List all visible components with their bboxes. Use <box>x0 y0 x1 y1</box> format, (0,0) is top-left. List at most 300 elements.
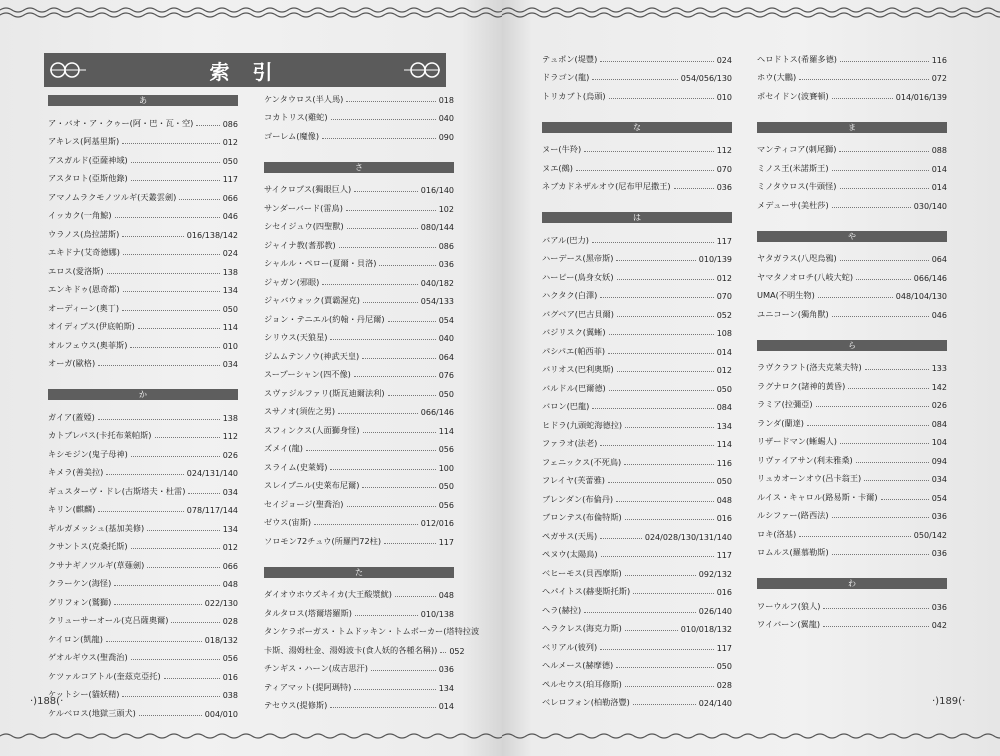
index-entry <box>264 656 454 675</box>
index-entry <box>542 505 732 524</box>
dot-leader <box>322 284 417 285</box>
index-entry <box>542 46 732 65</box>
dot-leader <box>823 608 928 609</box>
section-gap <box>757 211 947 231</box>
entry-page: 050 <box>222 156 238 166</box>
entry-name: タルタロス(塔爾塔羅斯) <box>264 607 352 618</box>
dot-leader <box>617 371 714 372</box>
entry-name: ヌー(牛羚) <box>542 144 582 154</box>
dot-leader <box>196 125 219 126</box>
index-entry <box>542 174 732 193</box>
entry-page: 056 <box>222 654 238 663</box>
entry-name: ルシファー(路西法) <box>757 510 829 520</box>
index-entry <box>48 147 238 166</box>
index-entry <box>48 110 238 129</box>
dot-leader <box>98 511 183 512</box>
index-title-bar <box>44 53 446 87</box>
entry-name: バグベア(巴古貝爾) <box>542 308 614 319</box>
index-entry <box>542 375 732 394</box>
entry-name: ラミア(拉彌亞) <box>757 399 813 409</box>
entry-name: チンギス・ハーン(成吉思汗) <box>264 663 368 673</box>
entry-page: 012 <box>222 543 238 552</box>
index-entry <box>542 486 732 505</box>
entry-name: キメラ(善美拉) <box>48 467 104 477</box>
dot-leader <box>832 98 893 99</box>
entry-name: ブレンダン(布倫丹) <box>542 493 614 504</box>
index-entry <box>542 468 732 487</box>
index-entry <box>264 399 454 418</box>
entry-name: サンダーバード(雷鳥) <box>264 202 343 213</box>
entry-page: 054/056/130 <box>680 74 732 83</box>
section-header: は <box>542 212 732 223</box>
dot-leader <box>388 395 436 396</box>
entry-page: 014 <box>931 183 947 192</box>
index-entry <box>264 214 454 233</box>
entry-page: 066/146 <box>913 273 947 283</box>
entry-page: 034 <box>222 360 238 369</box>
dot-leader <box>331 119 436 120</box>
index-entry <box>542 394 732 413</box>
dot-leader <box>600 61 713 62</box>
entry-page: 048 <box>438 591 454 600</box>
dot-leader <box>440 652 446 653</box>
index-column-2 <box>264 86 480 711</box>
dot-leader <box>131 456 220 457</box>
index-entry <box>757 264 947 283</box>
dot-leader <box>617 316 714 317</box>
dot-leader <box>609 334 714 335</box>
entry-name: ケルベロス(地獄三頭犬) <box>48 707 136 718</box>
entry-page: 048/104/130 <box>895 292 947 301</box>
entry-name: バアル(巴力) <box>542 234 589 245</box>
dot-leader <box>371 670 436 671</box>
entry-page: 016 <box>716 514 732 523</box>
entry-page: 016/140 <box>420 186 454 195</box>
entry-name: ヘラ(赫拉) <box>542 604 582 615</box>
entry-name: アキレス(阿基里斯) <box>48 136 120 146</box>
dot-leader <box>106 474 183 475</box>
entry-page: 036 <box>931 602 947 612</box>
entry-name: ランダ(蘭達) <box>757 417 804 428</box>
section-gap <box>264 547 454 567</box>
entry-name: ゴーレム(魔像) <box>264 130 320 141</box>
dot-leader <box>674 188 714 189</box>
entry-name: ヤタガラス(八咫烏鴉) <box>757 253 837 263</box>
index-entry <box>48 571 238 590</box>
dot-leader <box>592 408 713 409</box>
dot-leader <box>839 151 928 152</box>
dot-leader <box>865 369 929 370</box>
index-column-1 <box>48 95 238 719</box>
dot-leader <box>617 279 714 280</box>
entry-name: ヘパイトス(赫斐斯托斯) <box>542 586 631 596</box>
entry-page: 012 <box>716 366 732 375</box>
entry-page: 117 <box>716 236 732 246</box>
entry-name: ベヒーモス(貝西摩斯) <box>542 567 622 578</box>
index-entry <box>48 552 238 571</box>
entry-name: スサノオ(須佐之男) <box>264 406 336 416</box>
dot-leader <box>609 98 714 99</box>
dot-leader <box>139 715 202 716</box>
entry-page: 036 <box>438 260 454 269</box>
dot-leader <box>355 615 418 616</box>
entry-name: ワイバーン(翼龍) <box>757 619 821 629</box>
index-entry <box>542 616 732 635</box>
entry-name: テセウス(提修斯) <box>264 700 328 710</box>
entry-page: 117 <box>716 551 732 560</box>
dot-leader <box>122 236 183 237</box>
entry-name: 卡斯、湯姆杜金、湯姆波卡(食人妖的各種名稱)) <box>264 644 438 655</box>
entry-page: 080/144 <box>420 223 454 232</box>
index-entry <box>48 404 238 423</box>
dot-leader <box>832 207 911 208</box>
dot-leader <box>314 524 418 525</box>
dot-leader <box>347 228 418 229</box>
index-entry <box>757 83 947 102</box>
entry-name: ミノス王(米諾斯王) <box>757 162 829 173</box>
dot-leader <box>625 427 714 428</box>
entry-name: ミノタウロス(牛頭怪) <box>757 181 837 191</box>
entry-page: 010/139 <box>698 255 732 264</box>
entry-page: 092/132 <box>698 569 732 579</box>
dot-leader <box>347 506 436 507</box>
entry-page: 066 <box>222 193 238 203</box>
entry-page: 048 <box>716 495 732 505</box>
entry-name: ペガサス(天馬) <box>542 530 598 541</box>
dot-leader <box>816 406 929 407</box>
dot-leader <box>625 519 714 520</box>
entry-name: パシパエ(帕西菲) <box>542 345 606 356</box>
right-page <box>502 0 1000 756</box>
section-gap <box>542 102 732 122</box>
dot-leader <box>147 530 220 531</box>
index-entry <box>264 637 465 656</box>
entry-page: 086 <box>438 241 454 251</box>
entry-page: 056 <box>438 445 454 454</box>
entry-name: ウラノス(烏拉諾斯) <box>48 228 120 239</box>
index-entry <box>757 192 947 211</box>
entry-page: 040 <box>438 334 454 343</box>
index-entry <box>48 663 238 682</box>
index-entry <box>48 534 238 553</box>
ornament-right-icon <box>402 53 442 87</box>
entry-name: スレイプニル(史萊布尼爾) <box>264 480 360 490</box>
dot-leader <box>362 487 435 488</box>
entry-page: 138 <box>222 413 238 423</box>
dot-leader <box>346 210 436 211</box>
entry-name: ゲオルギウス(聖喬治) <box>48 652 128 662</box>
entry-name: セイジョージ(聖喬治) <box>264 498 344 509</box>
entry-page: 064 <box>931 255 947 264</box>
entry-page: 016 <box>716 588 732 597</box>
entry-page: 070 <box>716 292 732 301</box>
entry-page: 024 <box>716 55 732 65</box>
index-entry <box>542 634 732 653</box>
index-entry <box>264 600 454 619</box>
entry-name: オーガ(歐格) <box>48 358 96 368</box>
dot-leader <box>856 462 929 463</box>
entry-page: 054 <box>931 493 947 503</box>
dot-leader <box>609 390 714 391</box>
index-entry <box>264 417 454 436</box>
entry-name: シセイジュウ(四聖獸) <box>264 221 344 231</box>
entry-name: UMA(不明生物) <box>757 290 815 300</box>
entry-page: 048 <box>222 580 238 589</box>
entry-name: ヌエ(鵺) <box>542 162 573 173</box>
entry-page: 086 <box>222 119 238 129</box>
dot-leader <box>179 199 219 200</box>
index-entry <box>48 515 238 534</box>
dot-leader <box>616 501 714 502</box>
index-entry <box>542 283 732 302</box>
entry-name: ヘラクレス(海克力斯) <box>542 623 622 633</box>
entry-name: スフィンクス(人面獅身怪) <box>264 424 360 435</box>
index-entry <box>757 484 947 503</box>
dot-leader <box>832 316 929 317</box>
dot-leader <box>799 79 929 80</box>
dot-leader <box>823 626 929 627</box>
index-entry <box>264 528 454 547</box>
dot-leader <box>600 445 713 446</box>
entry-page: 010/138 <box>420 609 454 619</box>
index-entry <box>48 240 238 259</box>
index-entry <box>48 423 238 442</box>
index-entry <box>264 436 454 455</box>
index-title: 索 引 <box>209 59 281 84</box>
index-entry <box>48 441 238 460</box>
dot-leader <box>608 482 714 483</box>
entry-name: アスガルド(亞薩神域) <box>48 154 128 165</box>
index-entry <box>264 491 454 510</box>
entry-page: 056 <box>438 500 454 510</box>
index-entry <box>757 355 947 374</box>
dot-leader <box>840 443 929 444</box>
dot-leader <box>600 297 713 298</box>
entry-page: 078/117/144 <box>186 506 238 515</box>
entry-name: グリフォン(鷲獅) <box>48 596 112 607</box>
entry-name: ヘルメース(赫摩德) <box>542 660 614 670</box>
entry-page: 134 <box>716 421 732 431</box>
entry-page: 134 <box>438 683 454 693</box>
entry-name: ティアマット(提阿瑪特) <box>264 681 352 692</box>
entry-page: 076 <box>438 371 454 380</box>
dot-leader <box>881 499 929 500</box>
entry-name: ズメイ(龍) <box>264 443 303 453</box>
index-entry <box>264 362 454 381</box>
entry-name: スヴァジルファリ(斯瓦迪爾法利) <box>264 387 385 398</box>
entry-name: ペルセウス(珀耳修斯) <box>542 678 622 689</box>
index-entry <box>264 269 454 288</box>
index-entry <box>48 589 238 608</box>
entry-page: 024/028/130/131/140 <box>644 532 732 542</box>
entry-name: リザードマン(蜥蜴人) <box>757 436 837 446</box>
entry-name: ヘロドトス(希羅多德) <box>757 53 837 64</box>
index-entry <box>264 123 454 142</box>
index-entry <box>264 473 454 492</box>
index-column-4 <box>757 46 947 630</box>
dot-leader <box>864 480 928 481</box>
entry-name: クラーケン(海怪) <box>48 578 112 588</box>
index-entry <box>264 454 454 473</box>
entry-page: 052 <box>449 646 465 656</box>
section-header: さ <box>264 162 454 173</box>
index-entry <box>264 325 454 344</box>
dot-leader <box>164 678 220 679</box>
entry-page: 088 <box>931 146 947 155</box>
index-entry <box>264 343 454 362</box>
entry-page: 016/138/142 <box>186 230 238 240</box>
index-entry <box>757 447 947 466</box>
dot-leader <box>600 538 642 539</box>
entry-name: スライム(史萊姆) <box>264 461 328 472</box>
index-entry <box>48 295 238 314</box>
index-entry <box>757 540 947 559</box>
entry-page: 104 <box>931 438 947 447</box>
entry-page: 100 <box>438 463 454 473</box>
index-entry <box>542 246 732 265</box>
index-entry <box>757 466 947 485</box>
dot-leader <box>807 425 929 426</box>
index-entry <box>757 410 947 429</box>
entry-page: 028 <box>222 617 238 626</box>
entry-name: ゼウス(宙斯) <box>264 517 312 527</box>
entry-page: 134 <box>222 286 238 295</box>
entry-page: 012/016 <box>420 519 454 528</box>
dot-leader <box>346 101 435 102</box>
entry-page: 004/010 <box>204 709 238 719</box>
index-entry <box>542 449 732 468</box>
entry-page: 114 <box>222 323 238 332</box>
entry-name: ヒドラ(九頭蛇海德拉) <box>542 419 623 430</box>
dot-leader <box>123 291 220 292</box>
entry-page: 014 <box>438 702 454 711</box>
index-entry <box>542 227 732 246</box>
dot-leader <box>188 493 219 494</box>
dot-leader <box>832 517 929 518</box>
index-entry <box>264 306 454 325</box>
entry-name: リヴァイアサン(利未雅桑) <box>757 454 853 465</box>
index-entry <box>542 65 732 84</box>
entry-page: 054 <box>438 315 454 325</box>
dot-leader <box>592 242 714 243</box>
entry-page: 117 <box>716 643 732 653</box>
dot-leader <box>122 310 220 311</box>
entry-name: クリューサーオール(克吕薩奧爾) <box>48 615 169 625</box>
page-number-left: ·)188(· <box>30 696 64 707</box>
entry-name: イッカク(一角鯨) <box>48 210 112 220</box>
entry-name: メデューサ(美杜莎) <box>757 199 829 210</box>
index-entry <box>757 137 947 156</box>
dot-leader <box>130 347 219 348</box>
entry-page: 117 <box>438 537 454 547</box>
entry-page: 108 <box>716 329 732 338</box>
entry-name: リュカオーンオウ(呂卡翁王) <box>757 473 862 483</box>
index-entry <box>48 166 238 185</box>
entry-name: ケツァルコアトル(奎茲克亞托) <box>48 670 161 681</box>
section-gap <box>542 192 732 212</box>
entry-page: 010 <box>716 92 732 102</box>
entry-name: ファラオ(法老) <box>542 438 598 448</box>
entry-name: オルフェウス(奧菲斯) <box>48 339 128 350</box>
entry-page: 014 <box>716 347 732 357</box>
dot-leader <box>799 536 911 537</box>
dot-leader <box>832 170 929 171</box>
index-entry <box>542 597 732 616</box>
index-entry <box>542 264 732 283</box>
entry-name: サイクロプス(獨眼巨人) <box>264 184 352 194</box>
section-header: ら <box>757 340 947 351</box>
section-gap <box>48 369 238 389</box>
index-entry <box>757 301 947 320</box>
index-entry <box>542 83 732 102</box>
dot-leader <box>848 388 928 389</box>
index-entry <box>48 203 238 222</box>
entry-name: キリン(麒麟) <box>48 504 96 514</box>
dot-leader <box>306 450 436 451</box>
entry-name: フレイヤ(芙蕾雅) <box>542 475 605 485</box>
entry-name: ハーデース(黑帝斯) <box>542 253 614 263</box>
dot-leader <box>840 61 929 62</box>
entry-name: ジャガン(邪眼) <box>264 276 320 287</box>
index-entry <box>48 497 238 516</box>
dot-leader <box>832 554 929 555</box>
index-entry <box>542 690 732 709</box>
entry-page: 024/131/140 <box>186 469 238 478</box>
entry-page: 112 <box>716 146 732 155</box>
dot-leader <box>840 260 929 261</box>
entry-page: 090 <box>438 132 454 142</box>
index-entry <box>542 579 732 598</box>
entry-page: 070 <box>716 164 732 174</box>
entry-page: 010/018/132 <box>680 625 732 634</box>
entry-page: 114 <box>716 440 732 449</box>
entry-name: ギュスターヴ・ドレ(古斯塔夫・杜雷) <box>48 485 186 496</box>
entry-name: ブロンテス(布倫特斯) <box>542 512 622 522</box>
entry-name: ベレロフォン(柏勒洛豐) <box>542 697 630 707</box>
index-entry <box>542 155 732 174</box>
index-entry <box>264 232 454 251</box>
entry-page: 028 <box>716 680 732 690</box>
dot-leader <box>147 567 219 568</box>
index-entry <box>757 503 947 522</box>
index-column-3 <box>542 46 732 708</box>
entry-name: スープーシャン(四不像) <box>264 369 351 379</box>
entry-page: 018 <box>438 95 454 105</box>
dot-leader <box>98 365 220 366</box>
dot-leader <box>155 437 220 438</box>
entry-name: マンティコア(刺尾獅) <box>757 144 837 154</box>
entry-page: 050 <box>438 482 454 491</box>
entry-page: 102 <box>438 204 454 214</box>
dot-leader <box>379 265 435 266</box>
index-entry <box>264 105 454 124</box>
entry-name: フェニックス(不死鳥) <box>542 456 622 467</box>
dot-leader <box>354 689 435 690</box>
entry-page: 012 <box>222 138 238 147</box>
entry-page: 050 <box>716 662 732 671</box>
entry-name: ジャイナ教(耆那教) <box>264 239 336 250</box>
index-entry <box>264 693 454 712</box>
section-header: な <box>542 122 732 133</box>
dot-leader <box>633 593 714 594</box>
index-entry <box>757 373 947 392</box>
dot-leader <box>115 217 220 218</box>
entry-page: 142 <box>931 382 947 392</box>
entry-name: カトブレパス(卡托布萊帕斯) <box>48 430 152 440</box>
index-entry <box>542 137 732 156</box>
entry-name: シャルル・ペロー(夏爾・貝洛) <box>264 258 377 268</box>
bottom-wave-border <box>0 732 502 746</box>
